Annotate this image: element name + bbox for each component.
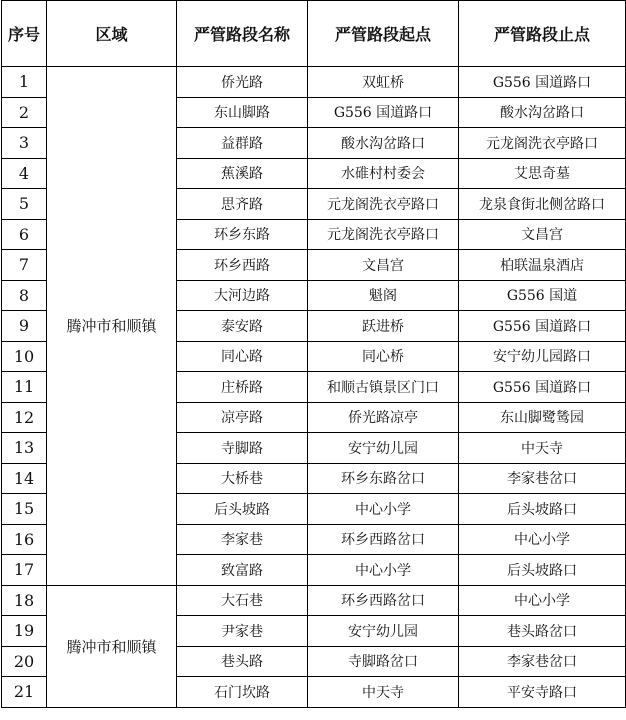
end-point: 中心小学	[459, 524, 626, 555]
row-index: 12	[2, 402, 47, 433]
road-name: 石门坎路	[177, 677, 308, 708]
start-point: 中天寺	[308, 677, 459, 708]
end-point: 李家巷岔口	[459, 463, 626, 494]
row-index: 14	[2, 463, 47, 494]
end-point: 巷头路岔口	[459, 616, 626, 647]
start-point: 魁阁	[308, 280, 459, 311]
road-name: 蕉溪路	[177, 158, 308, 189]
row-index: 21	[2, 677, 47, 708]
road-name: 泰安路	[177, 311, 308, 342]
end-point: G556 国道	[459, 280, 626, 311]
row-index: 18	[2, 585, 47, 616]
end-point: 艾思奇墓	[459, 158, 626, 189]
road-name: 寺脚路	[177, 433, 308, 464]
table-row	[2, 585, 626, 616]
start-point: 环乡西路岔口	[308, 524, 459, 555]
start-point: 侨光路凉亭	[308, 402, 459, 433]
start-point: 环乡东路岔口	[308, 463, 459, 494]
row-index: 7	[2, 250, 47, 281]
end-point: 安宁幼儿园路口	[459, 341, 626, 372]
row-index: 1	[2, 67, 47, 98]
end-point: 后头坡路口	[459, 555, 626, 586]
start-point: 水碓村村委会	[308, 158, 459, 189]
row-index: 5	[2, 189, 47, 220]
road-name: 庄桥路	[177, 372, 308, 403]
row-index: 16	[2, 524, 47, 555]
region-cell: 腾冲市和顺镇	[47, 585, 177, 707]
end-point: 平安寺路口	[459, 677, 626, 708]
road-name: 同心路	[177, 341, 308, 372]
road-name: 后头坡路	[177, 494, 308, 525]
row-index: 4	[2, 158, 47, 189]
header-index: 序号	[2, 1, 47, 67]
start-point: 中心小学	[308, 494, 459, 525]
header-region: 区域	[47, 1, 177, 67]
header-road-name: 严管路段名称	[177, 1, 308, 67]
road-name: 侨光路	[177, 67, 308, 98]
end-point: G556 国道路口	[459, 372, 626, 403]
end-point: 元龙阁洗衣亭路口	[459, 128, 626, 159]
road-name: 致富路	[177, 555, 308, 586]
end-point: 柏联温泉酒店	[459, 250, 626, 281]
start-point: 中心小学	[308, 555, 459, 586]
road-name: 环乡西路	[177, 250, 308, 281]
row-index: 10	[2, 341, 47, 372]
road-name: 环乡东路	[177, 219, 308, 250]
row-index: 6	[2, 219, 47, 250]
row-index: 3	[2, 128, 47, 159]
end-point: 龙泉食街北侧岔路口	[459, 189, 626, 220]
region-cell: 腾冲市和顺镇	[47, 67, 177, 586]
start-point: 安宁幼儿园	[308, 616, 459, 647]
row-index: 17	[2, 555, 47, 586]
road-name: 巷头路	[177, 646, 308, 677]
start-point: G556 国道路口	[308, 97, 459, 128]
start-point: 同心桥	[308, 341, 459, 372]
end-point: 后头坡路口	[459, 494, 626, 525]
start-point: 环乡西路岔口	[308, 585, 459, 616]
road-table	[1, 0, 626, 708]
start-point: 元龙阁洗衣亭路口	[308, 189, 459, 220]
start-point: 和顺古镇景区门口	[308, 372, 459, 403]
end-point: 李家巷岔口	[459, 646, 626, 677]
header-end-point: 严管路段止点	[459, 1, 626, 67]
row-index: 15	[2, 494, 47, 525]
row-index: 19	[2, 616, 47, 647]
end-point: G556 国道路口	[459, 67, 626, 98]
start-point: 元龙阁洗衣亭路口	[308, 219, 459, 250]
road-name: 东山脚路	[177, 97, 308, 128]
end-point: 东山脚鹭鸶园	[459, 402, 626, 433]
road-name: 大桥巷	[177, 463, 308, 494]
row-index: 8	[2, 280, 47, 311]
start-point: 文昌宫	[308, 250, 459, 281]
start-point: 安宁幼儿园	[308, 433, 459, 464]
row-index: 20	[2, 646, 47, 677]
row-index: 2	[2, 97, 47, 128]
start-point: 酸水沟岔路口	[308, 128, 459, 159]
start-point: 双虹桥	[308, 67, 459, 98]
header-start-point: 严管路段起点	[308, 1, 459, 67]
road-name: 凉亭路	[177, 402, 308, 433]
header-row	[2, 1, 626, 67]
road-name: 大河边路	[177, 280, 308, 311]
end-point: 酸水沟岔路口	[459, 97, 626, 128]
road-name: 李家巷	[177, 524, 308, 555]
start-point: 寺脚路岔口	[308, 646, 459, 677]
end-point: 文昌宫	[459, 219, 626, 250]
road-name: 思齐路	[177, 189, 308, 220]
table-row	[2, 67, 626, 98]
road-name: 大石巷	[177, 585, 308, 616]
start-point: 跃进桥	[308, 311, 459, 342]
end-point: G556 国道路口	[459, 311, 626, 342]
row-index: 11	[2, 372, 47, 403]
road-name: 益群路	[177, 128, 308, 159]
end-point: 中天寺	[459, 433, 626, 464]
row-index: 13	[2, 433, 47, 464]
end-point: 中心小学	[459, 585, 626, 616]
row-index: 9	[2, 311, 47, 342]
table-body	[2, 67, 626, 708]
road-name: 尹家巷	[177, 616, 308, 647]
